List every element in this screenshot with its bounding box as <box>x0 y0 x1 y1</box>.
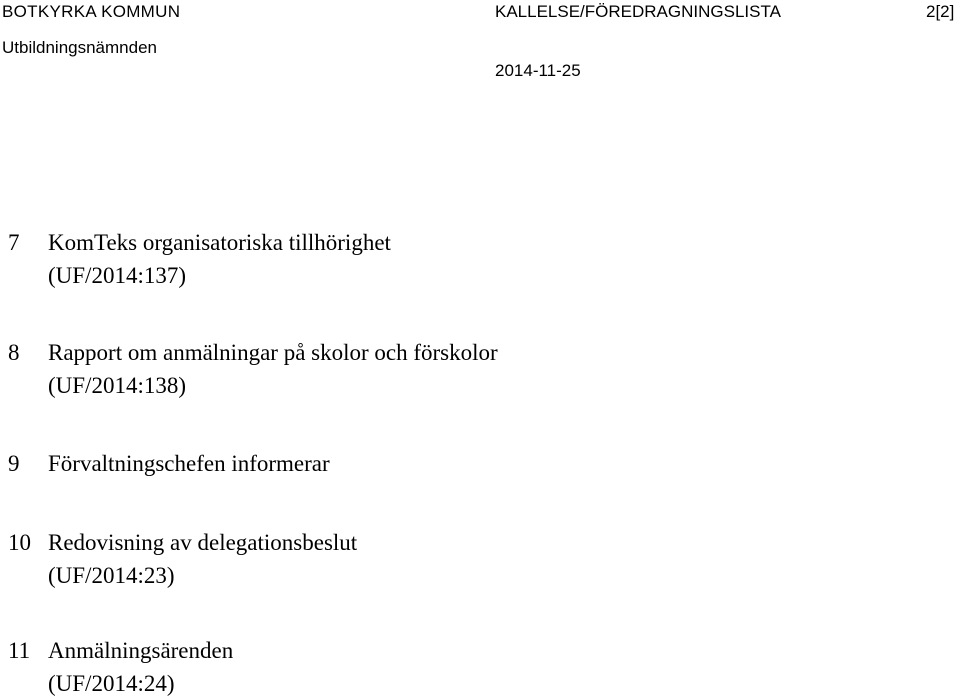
agenda-item-number: 8 <box>8 340 20 365</box>
agenda-item-number: 9 <box>8 451 20 476</box>
committee-name: Utbildningsnämnden <box>2 38 157 57</box>
agenda-item-reference: (UF/2014:137) <box>48 263 186 288</box>
organization-name: BOTKYRKA KOMMUN <box>2 2 181 21</box>
agenda-item-title: Anmälningsärenden <box>48 638 234 663</box>
agenda-item-title: Redovisning av delegationsbeslut <box>48 530 358 555</box>
agenda-item-reference: (UF/2014:138) <box>48 373 186 398</box>
document-type: KALLELSE/FÖREDRAGNINGSLISTA <box>495 2 781 21</box>
agenda-item-number: 7 <box>8 230 20 255</box>
meeting-date: 2014-11-25 <box>495 61 581 80</box>
agenda-item-title: Förvaltningschefen informerar <box>48 451 330 476</box>
agenda-item-reference: (UF/2014:23) <box>48 563 175 588</box>
agenda-item-title: Rapport om anmälningar på skolor och förskolor <box>48 340 498 365</box>
agenda-item-title: KomTeks organisatoriska tillhörighet <box>48 230 391 255</box>
agenda-item-number: 10 <box>8 530 31 555</box>
page-number: 2[2] <box>926 2 955 21</box>
agenda-item-reference: (UF/2014:24) <box>48 671 175 696</box>
agenda-item-number: 11 <box>8 638 31 663</box>
